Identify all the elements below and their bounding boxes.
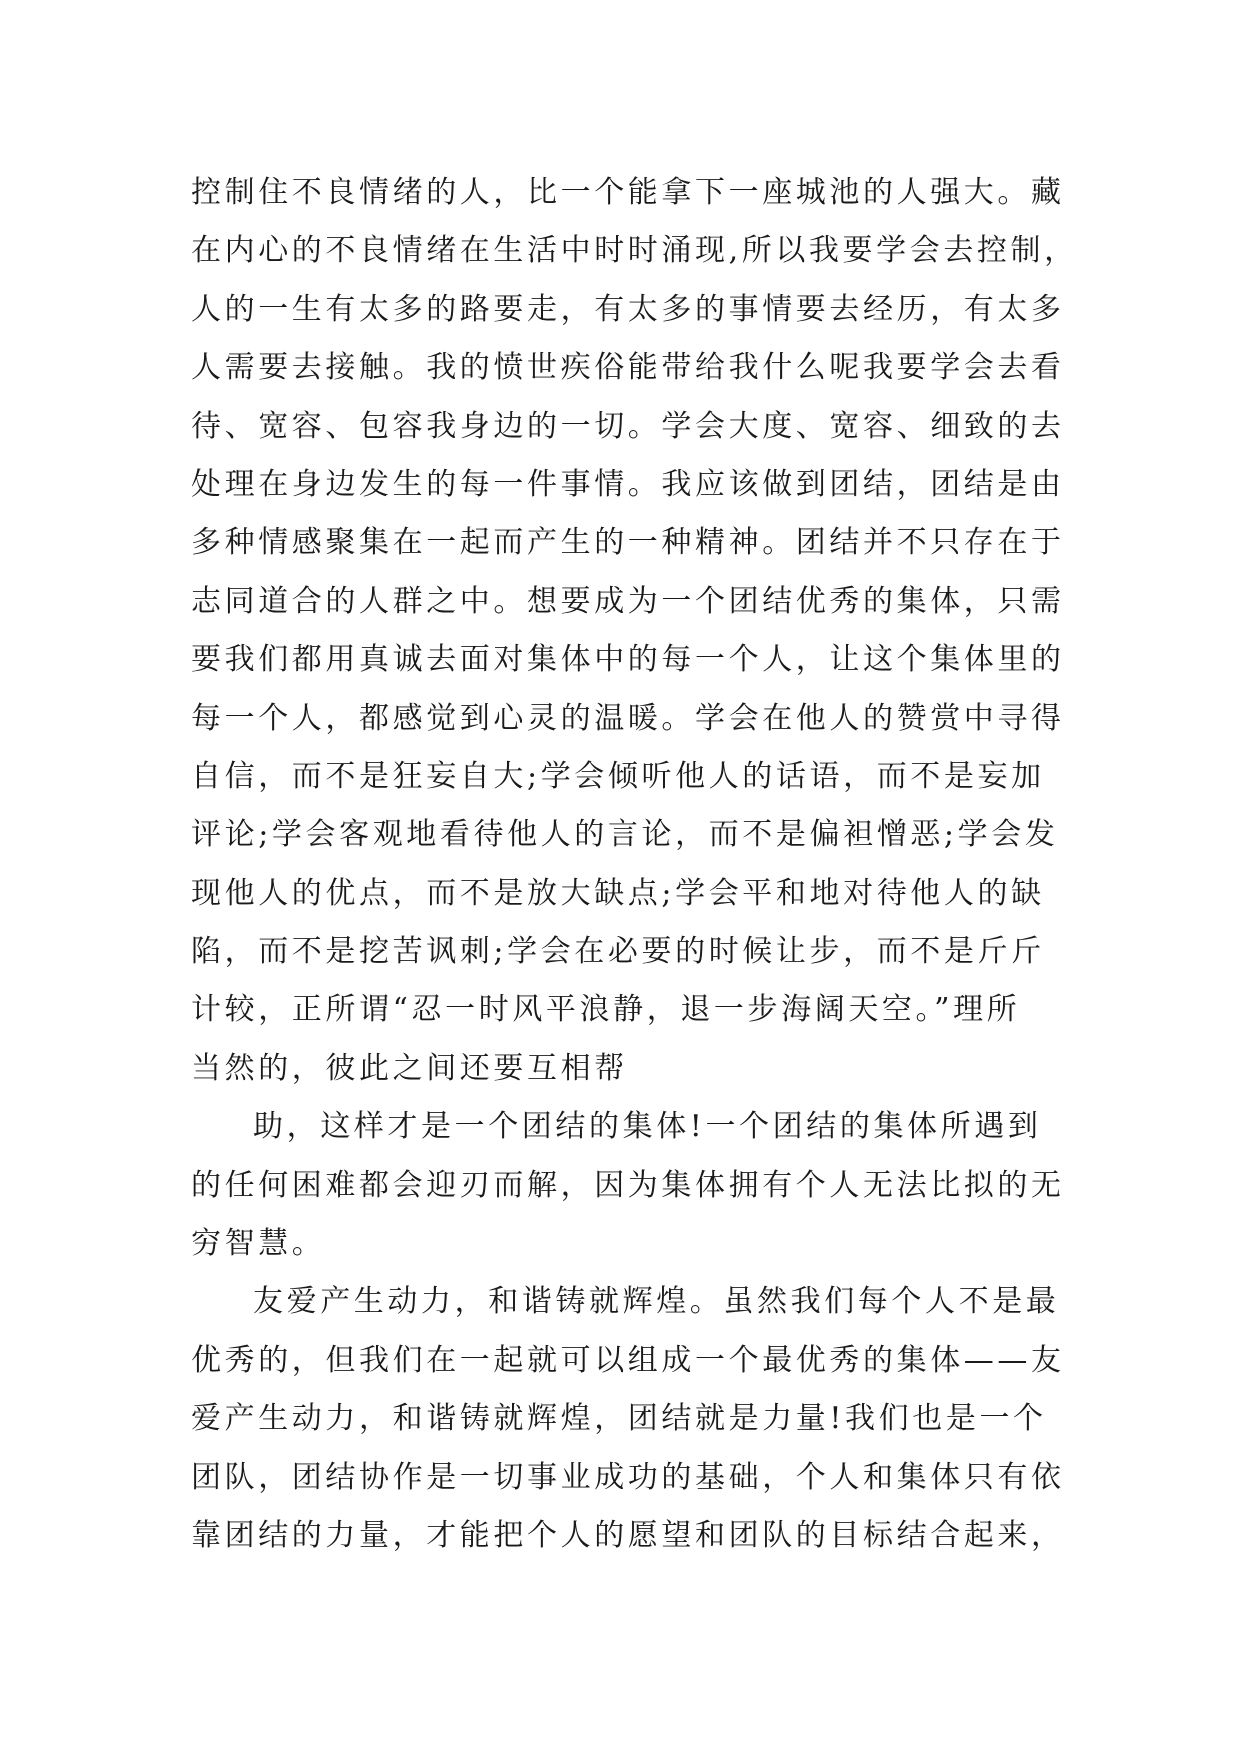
text-line: 人需要去接触。我的愤世疾俗能带给我什么呢我要学会去看	[191, 350, 1065, 386]
text-line: 待、宽容、包容我身边的一切。学会大度、宽容、细致的去	[191, 408, 1065, 444]
text-line: 志同道合的人群之中。想要成为一个团结优秀的集体，只需	[191, 583, 1065, 619]
text-line: 评论;学会客观地看待他人的言论，而不是偏袒憎恶;学会发	[191, 817, 1059, 853]
paragraph-start-line: 助，这样才是一个团结的集体!一个团结的集体所遇到	[253, 1109, 1042, 1145]
text-line: 爱产生动力，和谐铸就辉煌，团结就是力量!我们也是一个	[191, 1401, 1047, 1437]
text-line: 在内心的不良情绪在生活中时时涌现,所以我要学会去控制，	[191, 233, 1078, 269]
text-line: 每一个人，都感觉到心灵的温暖。学会在他人的赞赏中寻得	[191, 700, 1065, 736]
text-line: 优秀的，但我们在一起就可以组成一个最优秀的集体——友	[191, 1342, 1065, 1378]
text-line: 穷智慧。	[191, 1226, 326, 1262]
text-line: 靠团结的力量，才能把个人的愿望和团队的目标结合起来，	[191, 1517, 1065, 1553]
text-line: 多种情感聚集在一起而产生的一种精神。团结并不只存在于	[191, 525, 1065, 561]
text-line: 当然的，彼此之间还要互相帮	[191, 1050, 628, 1086]
body-text	[191, 164, 1091, 1565]
text-line: 控制住不良情绪的人，比一个能拿下一座城池的人强大。藏	[191, 175, 1065, 210]
text-line: 要我们都用真诚去面对集体中的每一个人，让这个集体里的	[191, 642, 1065, 678]
paragraph-start-line: 友爱产生动力，和谐铸就辉煌。虽然我们每个人不是最	[253, 1284, 1060, 1320]
text-line: 的任何困难都会迎刃而解，因为集体拥有个人无法比拟的无	[191, 1167, 1065, 1203]
text-line: 陷，而不是挖苦讽刺;学会在必要的时候让步，而不是斤斤	[191, 934, 1045, 970]
text-line: 处理在身边发生的每一件事情。我应该做到团结，团结是由	[191, 466, 1065, 502]
text-line: 现他人的优点，而不是放大缺点;学会平和地对待他人的缺	[191, 875, 1045, 911]
text-line: 团队，团结协作是一切事业成功的基础，个人和集体只有依	[191, 1459, 1065, 1495]
text-line: 人的一生有太多的路要走，有太多的事情要去经历，有太多	[191, 291, 1065, 327]
text-line: 自信，而不是狂妄自大;学会倾听他人的话语，而不是妄加	[191, 758, 1045, 794]
text-line: 计较，正所谓“忍一时风平浪静，退一步海阔天空。”理所	[191, 992, 1021, 1028]
